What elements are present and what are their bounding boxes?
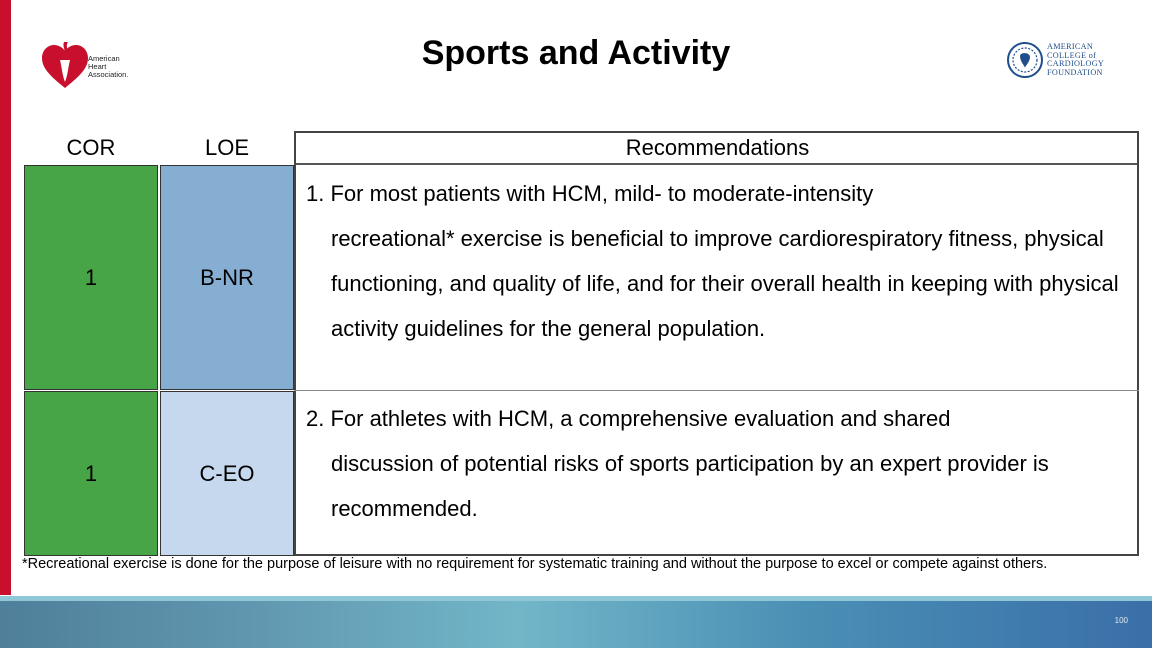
loe-cell (160, 165, 294, 390)
cor-cell (24, 165, 158, 390)
aha-line: American (88, 54, 120, 63)
cor-cell (24, 391, 158, 556)
loe-value: C-EO (199, 460, 255, 486)
cor-value: 1 (84, 264, 98, 290)
column-header-cor: COR (66, 135, 116, 160)
recommendation-text: discussion of potential risks of sports participation by an expert provider is recommended. (331, 451, 1049, 521)
page-title: Sports and Activity (421, 34, 731, 72)
row-divider (294, 390, 1139, 391)
acc-line: AMERICAN (1047, 42, 1094, 51)
recommendation-2 (306, 396, 1136, 531)
aha-line: Heart (88, 62, 107, 71)
bottom-decorative-band (0, 596, 1152, 648)
footnote: *Recreational exercise is done for the purpose of leisure with no requirement for systematic training and without the purpose to excel or compete against others. (22, 556, 1048, 572)
recommendation-1 (306, 171, 1136, 351)
loe-value: B-NR (200, 264, 254, 290)
acc-line: COLLEGE of (1047, 50, 1097, 60)
loe-cell (160, 391, 294, 556)
cor-value: 1 (84, 460, 98, 486)
recommendation-first-line: 1. For most patients with HCM, mild- to moderate-intensity (306, 181, 874, 206)
acc-line: CARDIOLOGY (1047, 59, 1105, 69)
column-header-loe: LOE (204, 135, 250, 160)
aha-line: Association. (88, 70, 129, 79)
column-header-recommendations: Recommendations (294, 131, 1139, 165)
page-title-wrap (0, 34, 1152, 73)
page-number: 100 (1114, 616, 1128, 625)
recommendation-first-line: 2. For athletes with HCM, a comprehensive evaluation and shared (306, 406, 951, 431)
acc-line: FOUNDATION (1047, 67, 1103, 77)
recommendation-text: recreational* exercise is beneficial to improve cardiorespiratory fitness, physical functioning, and quality of life, and for their overall health in keeping with physical activity guidelines for the general population. (331, 226, 1119, 341)
left-accent-bar (0, 0, 11, 595)
